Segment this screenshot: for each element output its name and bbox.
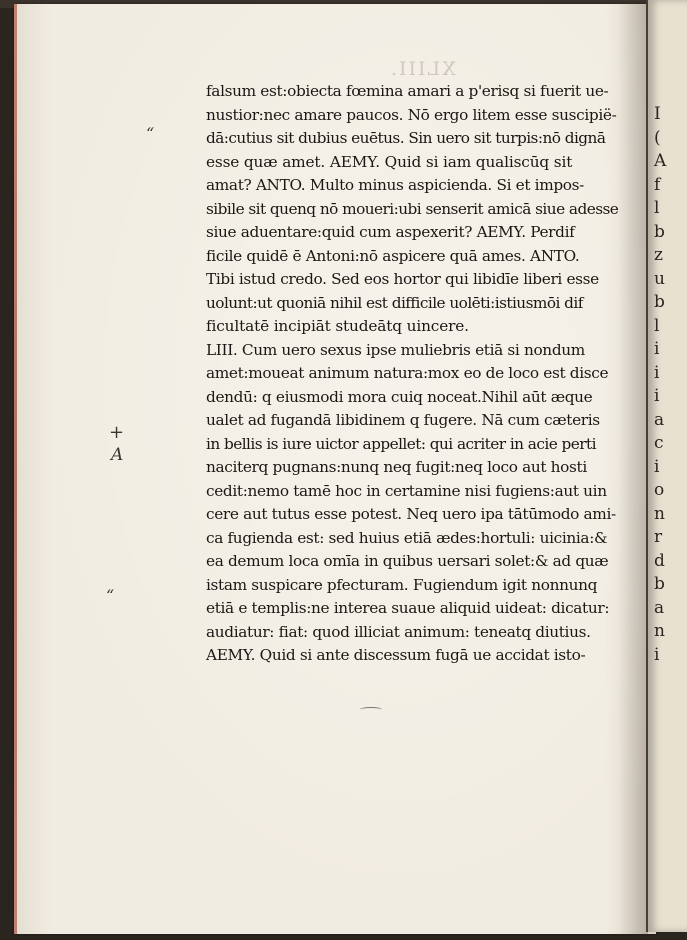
adjacent-page-char: b: [654, 574, 665, 594]
adjacent-page-char: u: [654, 269, 665, 289]
marginal-letter: A: [111, 445, 124, 465]
text-line: ficultatē incipiāt studeātq uincere.: [206, 317, 469, 335]
text-line: cere aut tutus esse potest. Neq uero ipa tātūmodo ami-: [206, 505, 616, 523]
text-line: sibile sit quenq nō moueri:ubi senserit amicā siue adesse: [206, 199, 619, 218]
folio-number: XLIII.: [389, 58, 456, 80]
adjacent-page-char: i: [654, 386, 660, 406]
adjacent-page-char: i: [654, 363, 660, 383]
adjacent-page-char: r: [654, 527, 663, 547]
adjacent-page-char: I: [654, 104, 661, 124]
adjacent-page-char: o: [654, 480, 665, 500]
text-line: ualet ad fugandā libidinem q fugere. Nā cum cæteris: [206, 411, 600, 429]
text-line: amat? ANTO. Multo minus aspicienda. Si et impos-: [206, 176, 584, 194]
adjacent-page-char: i: [654, 339, 660, 359]
text-line: dendū: q eiusmodi mora cuiq noceat.Nihil aūt æque: [206, 387, 593, 406]
text-line: falsum est:obiecta fœmina amari a p'erisq si fuerit ue-: [206, 82, 609, 100]
adjacent-page-char: b: [654, 292, 665, 312]
marginal-mark: “: [106, 586, 115, 605]
adjacent-page-char: d: [654, 551, 665, 571]
text-block: [206, 80, 646, 668]
abbreviation-mark: [360, 707, 382, 712]
text-line: in bellis is iure uictor appellet: qui acriter in acie perti: [206, 434, 596, 453]
adjacent-page-char: n: [654, 504, 665, 524]
adjacent-page-char: i: [654, 645, 660, 665]
marginal-cross: +: [109, 422, 125, 443]
adjacent-page-char: l: [654, 316, 660, 336]
adjacent-page-char: A: [654, 151, 667, 171]
text-line: ficile quidē ē Antoni:nō aspicere quā ames. ANTO.: [206, 246, 580, 265]
adjacent-page-char: z: [654, 245, 663, 265]
text-line: amet:moueat animum natura:mox eo de loco est disce: [206, 364, 609, 382]
adjacent-page-char: f: [654, 175, 661, 195]
text-line: ca fugienda est: sed huius etiā ædes:hortuli: uicinia:&: [206, 528, 608, 547]
adjacent-page-char: a: [654, 598, 665, 618]
text-line: ea demum loca omīa in quibus uersari solet:& ad quæ: [206, 552, 609, 570]
adjacent-page-char: i: [654, 457, 660, 477]
red-page-edge: [14, 4, 17, 934]
adjacent-page-char: (: [654, 128, 661, 148]
text-line: naciterq pugnans:nunq neq fugit:neq loco aut hosti: [206, 458, 587, 476]
adjacent-page-char: n: [654, 621, 665, 641]
text-line: Tibi istud credo. Sed eos hortor qui libidīe liberi esse: [206, 270, 599, 288]
text-line: siue aduentare:quid cum aspexerit? AEMY. Perdif: [206, 223, 575, 241]
text-line: LIII. Cum uero sexus ipse muliebris etiā si nondum: [206, 340, 585, 359]
text-line: AEMY. Quid si ante discessum fugā ue accidat isto-: [206, 646, 586, 664]
adjacent-page: [646, 0, 687, 932]
text-line: nustior:nec amare paucos. Nō ergo litem esse suscipië-: [206, 105, 617, 124]
text-line: dā:cutius sit dubius euētus. Sin uero sit turpis:nō dignā: [206, 129, 606, 147]
adjacent-page-char: l: [654, 198, 660, 218]
text-line: etiā e templis:ne interea suaue aliquid uideat: dicatur:: [206, 599, 610, 617]
adjacent-page-char: a: [654, 410, 665, 430]
adjacent-page-char: c: [654, 433, 664, 453]
text-line: uolunt:ut quoniā nihil est difficile uolēti:istiusmōi dif: [206, 293, 583, 312]
text-line: audiatur: fiat: quod illiciat animum: teneatq diutius.: [206, 622, 591, 641]
adjacent-page-char: b: [654, 222, 665, 242]
text-line: cedit:nemo tamē hoc in certamine nisi fugiens:aut uin: [206, 481, 607, 500]
text-line: istam suspicare pfecturam. Fugiendum igit nonnunq: [206, 575, 598, 594]
text-line: esse quæ amet. AEMY. Quid si iam qualiscūq sit: [206, 152, 573, 171]
marginal-mark: “: [146, 124, 155, 143]
